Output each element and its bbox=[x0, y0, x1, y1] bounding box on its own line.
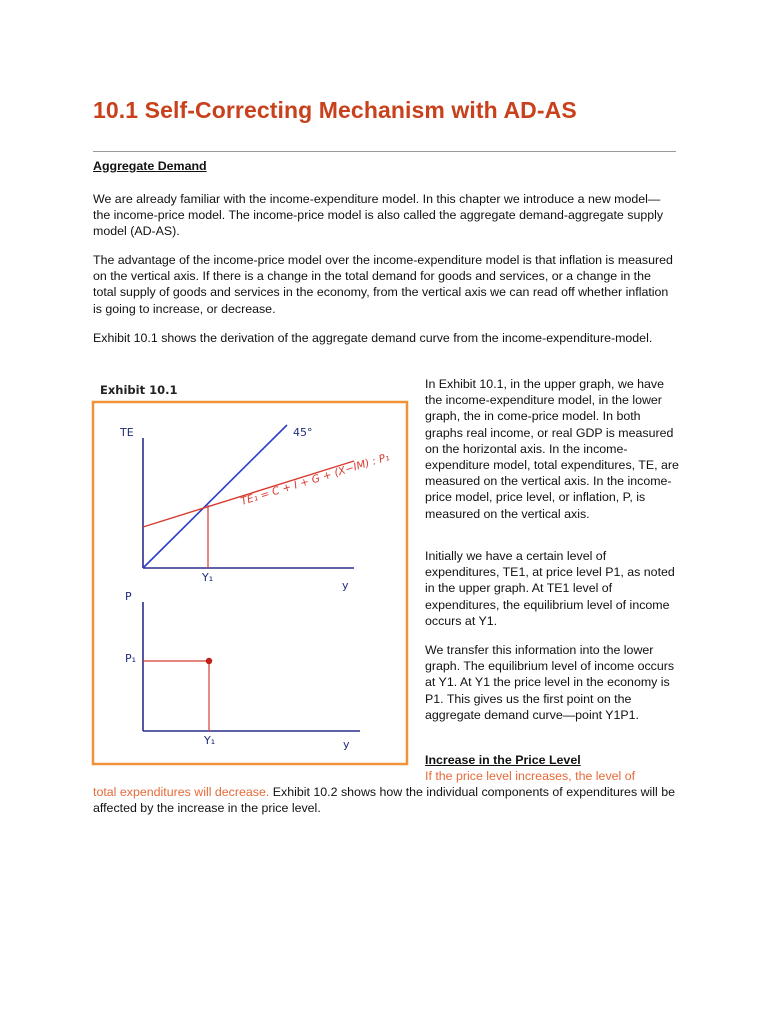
side-paragraph-initial: Initially we have a certain level of expenditures, TE1, at price level P1, as noted in the upper graph. At TE1 level of expenditures, the equilibrium level of income occurs at Y1. bbox=[425, 549, 675, 628]
side-paragraph-transfer: We transfer this information into the lower graph. The equilibrium level of income occurs at Y1. At Y1 the price level in the economy is P1. This gives us the first point on the aggregate demand curve—point Y1P1. bbox=[425, 643, 675, 722]
lower-y-tick-label: P₁ bbox=[125, 652, 137, 665]
upper-x-tick-label: Y₁ bbox=[202, 571, 214, 584]
section-heading-aggregate-demand: Aggregate Demand bbox=[93, 159, 207, 173]
upper-x-axis-label: y bbox=[342, 579, 349, 592]
te-curve-label: TE₁ = C + I + G + (X−IM) : P₁ bbox=[239, 451, 391, 508]
side-paragraph-exhibit: In Exhibit 10.1, in the upper graph, we have the income-expenditure model, in the lower graph, the in come-price model. In both graphs real income, or real GDP is measured on the horizontal axis. In the income-expenditure model, total expenditures, TE, are measured on the vertical axis. In the income-price model, price level, or inflation, P, is measured on the vertical axis. bbox=[425, 377, 679, 521]
paragraph-price-level bbox=[93, 784, 676, 816]
exhibit-graphs bbox=[90, 378, 410, 768]
upper-y-axis-label: TE bbox=[120, 426, 134, 439]
point-y1p1 bbox=[206, 658, 212, 664]
subheading-increase-price-level: Increase in the Price Level bbox=[425, 753, 581, 767]
lower-y-axis-label: P bbox=[125, 590, 132, 603]
line-45-label: 45° bbox=[293, 426, 313, 439]
lower-x-tick-label: Y₁ bbox=[204, 734, 216, 747]
title-divider bbox=[93, 151, 676, 152]
paragraph-advantage: The advantage of the income-price model over the income-expenditure model is that inflation is measured on the vertical axis. If there is a change in the total demand for goods and services, or a change in the total supply of goods and services in the economy, from the vertical axis we can read off whether inflation is going to increase, or decrease. bbox=[93, 253, 673, 316]
exhibit-frame bbox=[93, 402, 407, 764]
price-level-highlight-continued: total expenditures will decrease. bbox=[93, 785, 270, 799]
exhibit-label: Exhibit 10.1 bbox=[100, 383, 178, 397]
exhibit-10-1-figure bbox=[90, 378, 410, 768]
price-level-highlight-line: If the price level increases, the level of bbox=[425, 769, 636, 783]
paragraph-intro: We are already familiar with the income-expenditure model. In this chapter we introduce a new model—the income-price model. The income-price model is also called the aggregate demand-aggregate supply model (AD-AS). bbox=[93, 192, 664, 239]
lower-x-axis-label: y bbox=[343, 738, 350, 751]
price-level-rest: Exhibit 10.2 shows how the individual components of expenditures will be affected by the increase in the price level. bbox=[93, 785, 676, 816]
paragraph-exhibit-reference: Exhibit 10.1 shows the derivation of the aggregate demand curve from the income-expenditure-model. bbox=[93, 331, 653, 345]
page-title: 10.1 Self-Correcting Mechanism with AD-AS bbox=[93, 97, 577, 123]
